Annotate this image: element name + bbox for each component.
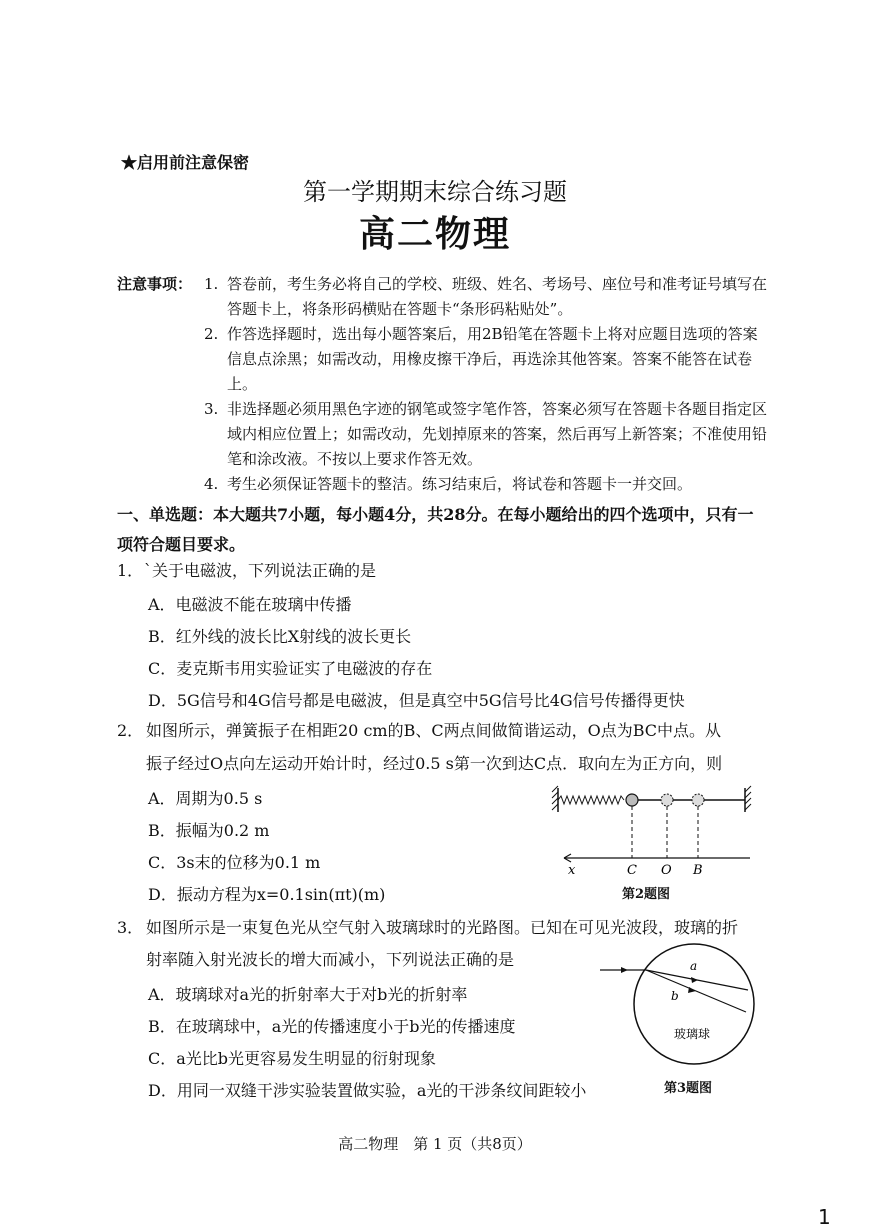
- point-c-label: C: [627, 863, 637, 878]
- left-wall-hatch: [552, 786, 558, 810]
- note-text: 考生必须保证答题卡的整洁。练习结束后，将试卷和答题卡一并交回。: [227, 475, 693, 493]
- point-b-label: B: [693, 863, 703, 878]
- exam-title: 高二物理: [358, 213, 511, 255]
- ball-at-c: [626, 794, 638, 806]
- question-3-option-d: D．用同一双缝干涉实验装置做实验，a光的干涉条纹间距较小: [148, 1081, 587, 1100]
- question-2-option-c: C．3s末的位移为0.1 m: [148, 853, 321, 872]
- page-footer: 高二物理 第 1 页（共8页）: [338, 1135, 532, 1153]
- x-axis-label: x: [568, 863, 576, 878]
- right-wall-hatch: [745, 786, 751, 810]
- ray-b-label: b: [671, 989, 679, 1003]
- question-3-number: 3．: [117, 918, 144, 937]
- question-1-option-a: A．电磁波不能在玻璃中传播: [148, 595, 352, 614]
- note-item: [117, 322, 767, 397]
- question-1-option-d: D．5G信号和4G信号都是电磁波，但是真空中5G信号比4G信号传播得更快: [148, 691, 685, 710]
- note-item: [117, 397, 767, 472]
- note-text: 答卷前，考生务必将自己的学校、班级、姓名、考场号、座位号和准考证号填写在答题卡上，将条形码横贴在答题卡“条形码粘贴处”。: [227, 275, 768, 318]
- question-1-option-b: B．红外线的波长比X射线的波长更长: [148, 627, 412, 646]
- point-o-label: O: [661, 863, 672, 878]
- question-2-option-a: A．周期为0.5 s: [148, 789, 263, 808]
- note-text: 作答选择题时，选出每小题答案后，用2B铅笔在答题卡上将对应题目选项的答案信息点涂黑；如需改动，用橡皮擦干净后，再选涂其他答案。答案不能答在试卷上。: [227, 325, 758, 393]
- note-item: [117, 272, 767, 322]
- figure-3-caption: 第3题图: [664, 1081, 713, 1096]
- question-3-option-a: A．玻璃球对a光的折射率大于对b光的折射率: [148, 985, 468, 1004]
- question-2-stem-line1: 如图所示，弹簧振子在相距20 cm的B、C两点间做简谐运动，O点为BC中点。从: [146, 721, 721, 740]
- ray-a-label: a: [690, 959, 698, 973]
- ray-a-arrow: [691, 977, 698, 983]
- question-2-option-d: D．振动方程为x=0.1sin(πt)(m): [148, 885, 386, 904]
- notes-block: [117, 272, 767, 497]
- ball-at-o: [661, 794, 673, 806]
- incident-ray-arrow: [621, 967, 628, 973]
- question-2-number: 2．: [117, 721, 144, 740]
- page-number: 1: [818, 1205, 831, 1229]
- question-1-stem: `关于电磁波，下列说法正确的是: [144, 561, 377, 580]
- spring: [558, 796, 624, 804]
- question-3-option-c: C．a光比b光更容易发生明显的衍射现象: [148, 1049, 437, 1068]
- question-3-stem-line2: 射率随入射光波长的增大而减小，下列说法正确的是: [146, 950, 515, 969]
- exam-subtitle: 第一学期期末综合练习题: [303, 178, 567, 206]
- question-2-stem-line2: 振子经过O点向左运动开始计时，经过0.5 s第一次到达C点．取向左为正方向，则: [146, 754, 723, 773]
- figure-2-caption: 第2题图: [622, 887, 671, 902]
- question-3-option-b: B．在玻璃球中，a光的传播速度小于b光的传播速度: [148, 1017, 516, 1036]
- note-number: 1.: [204, 275, 219, 293]
- notes-label: 注意事项：: [117, 275, 193, 293]
- question-1-option-c: C．麦克斯韦用实验证实了电磁波的存在: [148, 659, 433, 678]
- question-3-stem-line1: 如图所示是一束复色光从空气射入玻璃球时的光路图。已知在可见光波段，玻璃的折: [146, 918, 739, 937]
- note-item: [117, 472, 767, 497]
- question-2-option-b: B．振幅为0.2 m: [148, 821, 270, 840]
- note-number: 3.: [204, 400, 219, 418]
- note-text: 非选择题必须用黑色字迹的钢笔或签字笔作答，答案必须写在答题卡各题目指定区域内相应位置上；如需改动，先划掉原来的答案，然后再写上新答案；不准使用铅笔和涂改液。不按以上要求作答无效。: [227, 400, 768, 468]
- glass-ball-label: 玻璃球: [674, 1027, 711, 1041]
- section-heading: 一、单选题：本大题共7小题，每小题4分，共28分。在每小题给出的四个选项中，只有一项符合题目要求。: [117, 505, 754, 554]
- note-number: 4.: [204, 475, 219, 493]
- note-number: 2.: [204, 325, 219, 343]
- glass-ball-figure: [598, 940, 758, 1072]
- ball-at-b: [692, 794, 704, 806]
- question-1-number: 1．: [117, 561, 144, 580]
- spring-oscillator-figure: [550, 780, 765, 880]
- confidential-mark: ★启用前注意保密: [121, 153, 250, 172]
